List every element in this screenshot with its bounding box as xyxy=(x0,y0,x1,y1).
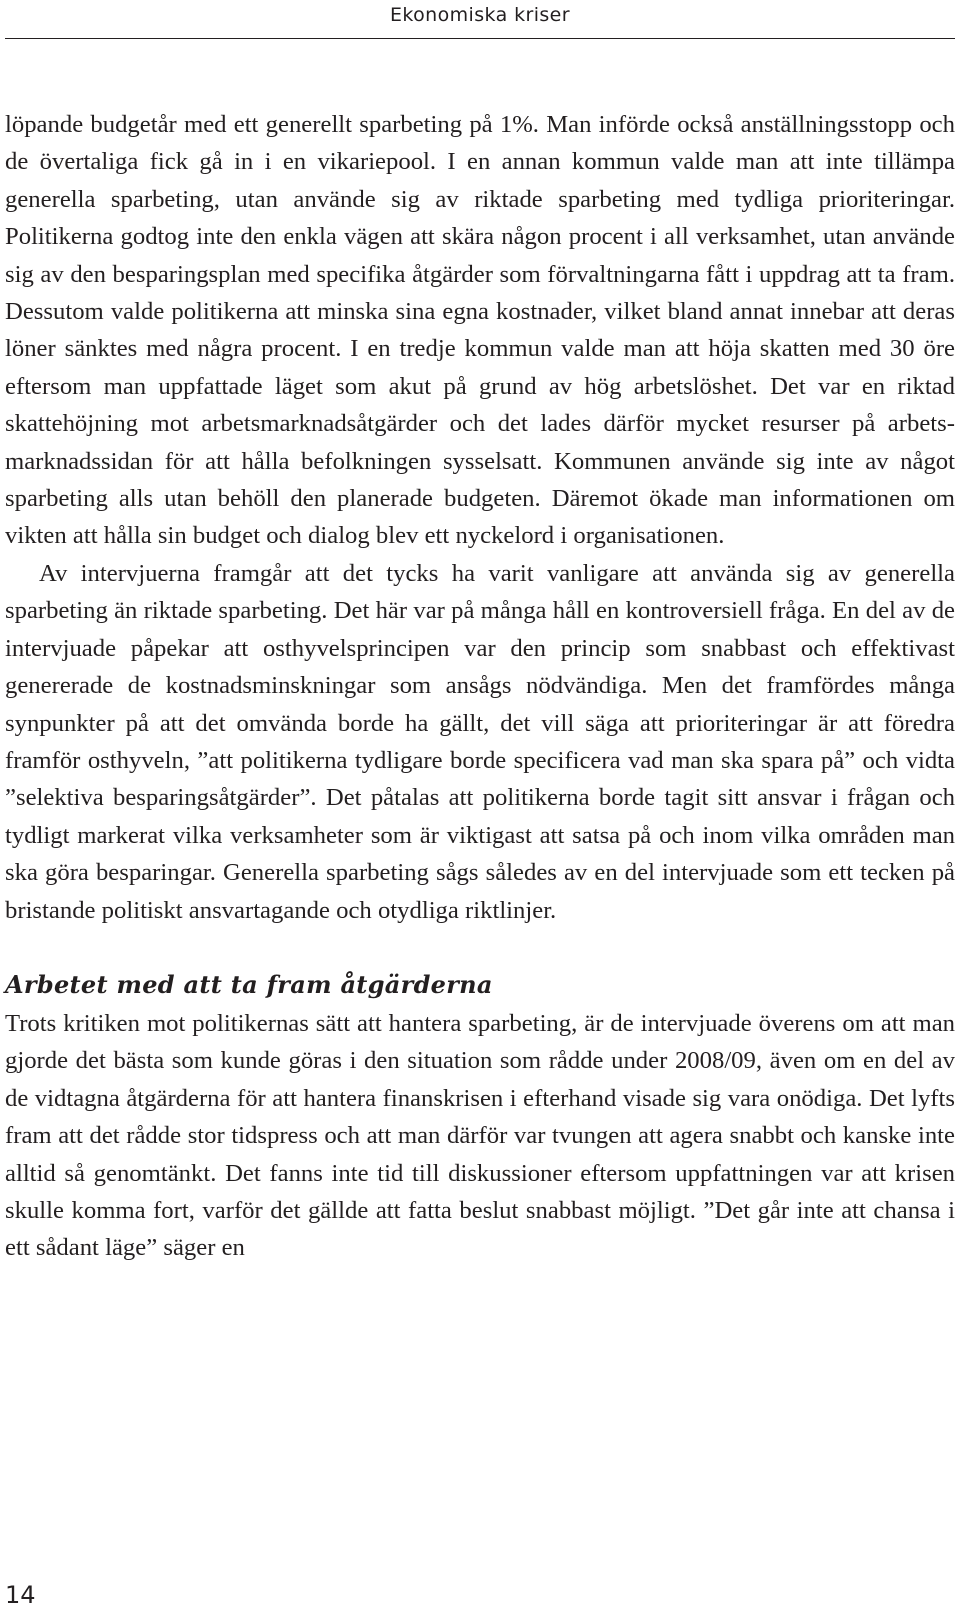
section-heading: Arbetet med att ta fram åtgärderna xyxy=(5,969,493,999)
running-header: Ekonomiska kriser xyxy=(390,4,570,26)
page-number: 14 xyxy=(5,1581,36,1609)
body-paragraph-3: Trots kritiken mot politikernas sätt att hantera sparbeting, är de intervjuade överens om att man gjorde det bästa som kunde göras i den situation som rådde under 2008/09, även om en del av de vidtagna åtgärderna för att hantera finanskrisen i efterhand visade sig vara onödiga. Det lyfts fram att det rådde stor tidspress och att man därför var tvungen att agera snabbt och kanske inte alltid så genomtänkt. Det fanns inte tid till diskussioner eftersom uppfattningen var att krisen skulle komma fort, varför det gällde att fatta beslut snabbast möjligt. ”Det går inte att chansa i ett sådant läge” säger en xyxy=(5,1009,955,1262)
body-paragraph-1: löpande budgetår med ett generellt sparbeting på 1%. Man införde också anställningsstopp och de övertaliga fick gå in i en vikariepool. I en annan kommun valde man att inte tillämpa generella sparbeting, utan använde sig av riktade sparbeting med tydliga prioriteringar. Politikerna godtog inte den enkla vägen att skära någon procent i all verksamhet, utan använde sig av den besparingsplan med specifika åtgärder som förvaltningarna fått i uppdrag att ta fram. Dessutom valde politikerna att minska sina egna kostnader, vilket bland annat innebar att deras löner sänktes med några procent. I en tredje kommun valde man att höja skatten med 30 öre eftersom man uppfattade läget som akut på grund av hög arbetslöshet. Det var en riktad skattehöjning mot arbetsmarknadsåtgärder och det lades därför mycket resurser på arbetsmarknadssidan för att hålla befolkningen sysselsatt. Kommunen använde sig inte av något sparbeting alls utan behöll den planerade budgeten. Däremot ökade man informationen om vikten att hålla sin budget och dialog blev ett nyckelord i organisationen. xyxy=(5,111,955,550)
body-paragraph-2: Av intervjuerna framgår att det tycks ha varit vanligare att använda sig av generella sparbeting än riktade sparbeting. Det här var på många håll en kontroversiell fråga. En del av de intervjuade påpekar att osthyvelsprincipen var den princip som snabbast och effektivast genererade de kostnadsminskningar som ansågs nödvändiga. Men det framfördes många synpunkter på att det omvända borde ha gällt, det vill säga att prioriteringar är att föredra framför osthyveln, ”att politikerna tydligare borde specificera vad man ska spara på” och vidta ”selektiva besparingsåtgärder”. Det påtalas att politikerna borde tagit sitt ansvar i frågan och tydligt markerat vilka verksamheter som är viktigast att satsa på och inom vilka områden man ska göra besparingar. Generella sparbeting sågs således av en del intervjuade som ett tecken på bristande politiskt ansvartagande och otydliga riktlinjer. xyxy=(5,559,955,924)
page-body xyxy=(5,106,955,1267)
header-rule xyxy=(5,38,955,39)
